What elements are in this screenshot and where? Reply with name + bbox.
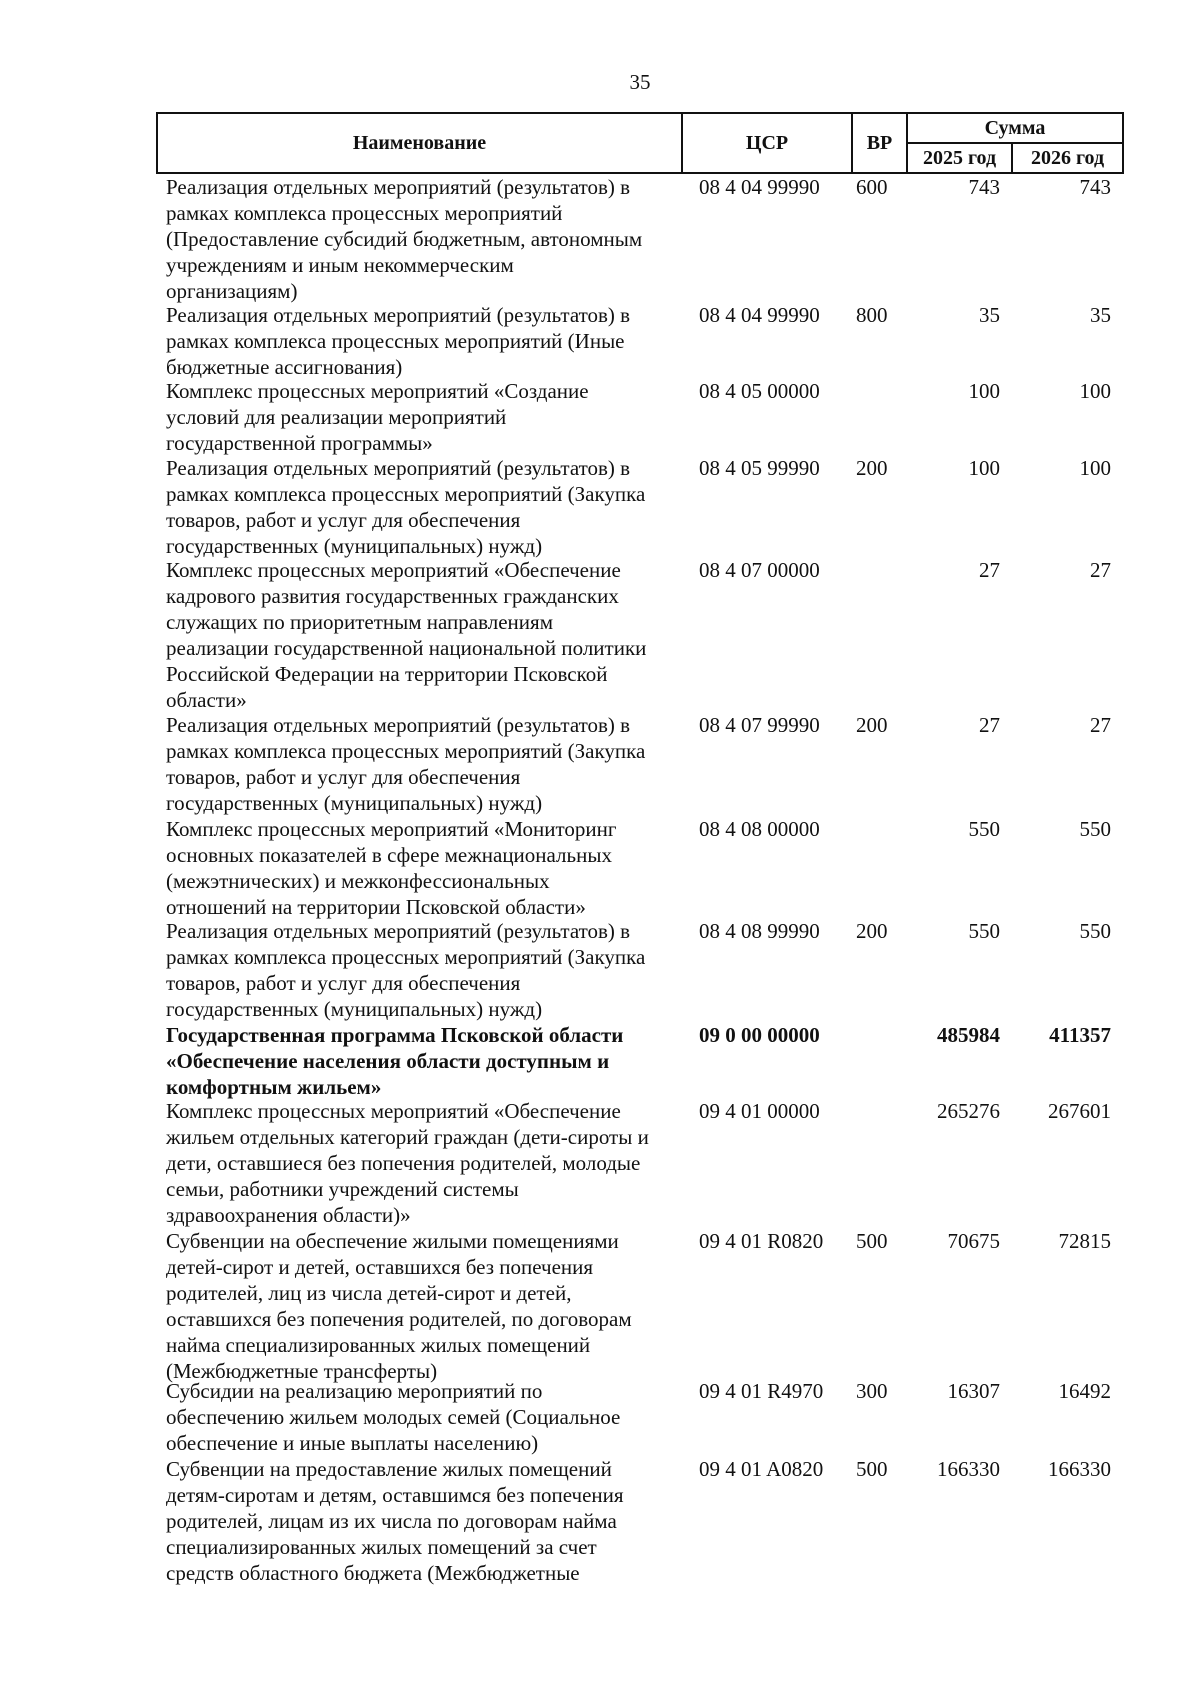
- row-name-line: Субвенции на предоставление жилых помещений: [166, 1457, 612, 1481]
- table-header: [156, 112, 1124, 174]
- row-sum-2026: 743: [1079, 175, 1111, 199]
- row-sum-2026: 411357: [1049, 1023, 1111, 1047]
- row-name-line: Реализация отдельных мероприятий (результатов) в: [166, 919, 631, 943]
- row-name-line: оставшихся без попечения родителей, по договорам: [166, 1307, 632, 1331]
- table-row: [0, 712, 1200, 816]
- row-name-line: детей-сирот и детей, оставшихся без попечения: [166, 1255, 594, 1279]
- row-name-line: Государственная программа Псковской области: [166, 1023, 624, 1047]
- row-sum-2025: 100: [968, 456, 1000, 480]
- row-sum-2025: 35: [979, 303, 1000, 327]
- row-name-line: Комплекс процессных мероприятий «Обеспечение: [166, 1099, 621, 1123]
- row-sum-2026: 27: [1090, 558, 1111, 582]
- row-name-line: организациям): [166, 279, 298, 303]
- table-row: [0, 557, 1200, 713]
- row-vr: 300: [856, 1379, 888, 1403]
- row-name-line: (Предоставление субсидий бюджетным, автономным: [166, 227, 643, 251]
- table-row: [0, 1022, 1200, 1100]
- row-name-line: товаров, работ и услуг для обеспечения: [166, 508, 521, 532]
- row-name-line: государственной программы»: [166, 431, 433, 455]
- row-name-line: учреждениям и иным некоммерческим: [166, 253, 514, 277]
- row-sum-2026: 72815: [1058, 1229, 1111, 1253]
- row-name-line: жильем отдельных категорий граждан (дети-сироты и: [166, 1125, 649, 1149]
- table-row: [0, 174, 1200, 304]
- row-sum-2026: 16492: [1058, 1379, 1111, 1403]
- row-vr: 600: [856, 175, 888, 199]
- table-row: [0, 378, 1200, 456]
- row-name-line: государственных (муниципальных) нужд): [166, 791, 543, 815]
- row-name-line: Комплекс процессных мероприятий «Создание: [166, 379, 589, 403]
- row-name: [166, 918, 686, 1022]
- row-name-line: «Обеспечение населения области доступным и: [166, 1049, 610, 1073]
- row-name-line: Российской Федерации на территории Псковской: [166, 662, 608, 686]
- row-csr: 09 4 01 R4970: [699, 1379, 824, 1403]
- table-row: [0, 1228, 1200, 1384]
- row-csr: 09 4 01 00000: [699, 1099, 820, 1123]
- row-sum-2025: 265276: [937, 1099, 1000, 1123]
- row-name-line: найма специализированных жилых помещений: [166, 1333, 591, 1357]
- row-name: [166, 378, 686, 456]
- row-csr: 09 4 01 A0820: [699, 1457, 824, 1481]
- row-sum-2026: 550: [1079, 817, 1111, 841]
- row-name-line: рамках комплекса процессных мероприятий (Иные: [166, 329, 625, 353]
- row-name-line: дети, оставшиеся без попечения родителей, молодые: [166, 1151, 641, 1175]
- header-year-2025: 2025 год: [907, 143, 1012, 173]
- table-row: [0, 455, 1200, 559]
- table-row: [0, 918, 1200, 1022]
- row-name-line: Комплекс процессных мероприятий «Обеспечение: [166, 558, 621, 582]
- row-name: [166, 1022, 686, 1100]
- header-vr: ВР: [852, 113, 907, 173]
- row-name: [166, 712, 686, 816]
- row-name-line: Реализация отдельных мероприятий (результатов) в: [166, 456, 631, 480]
- row-sum-2025: 70675: [947, 1229, 1000, 1253]
- row-name: [166, 1228, 686, 1384]
- header-year-2026: 2026 год: [1012, 143, 1123, 173]
- row-vr: 200: [856, 919, 888, 943]
- row-sum-2025: 16307: [947, 1379, 1000, 1403]
- row-name-line: основных показателей в сфере межнациональных: [166, 843, 612, 867]
- row-name-line: (Межбюджетные трансферты): [166, 1359, 438, 1383]
- row-name: [166, 455, 686, 559]
- row-name-line: кадрового развития государственных гражданских: [166, 584, 619, 608]
- row-name-line: служащих по приоритетным направлениям: [166, 610, 553, 634]
- row-name-line: Субсидии на реализацию мероприятий по: [166, 1379, 543, 1403]
- row-name-line: реализации государственной национальной политики: [166, 636, 647, 660]
- row-csr: 09 0 00 00000: [699, 1023, 820, 1047]
- table-row: [0, 1098, 1200, 1228]
- row-name-line: государственных (муниципальных) нужд): [166, 997, 543, 1021]
- row-sum-2026: 166330: [1048, 1457, 1111, 1481]
- row-name: [166, 1098, 686, 1228]
- row-vr: 200: [856, 456, 888, 480]
- row-vr: 500: [856, 1457, 888, 1481]
- row-name-line: здравоохранения области)»: [166, 1203, 411, 1227]
- row-csr: 08 4 05 99990: [699, 456, 820, 480]
- row-name-line: бюджетные ассигнования): [166, 355, 403, 379]
- header-name: Наименование: [157, 113, 682, 173]
- row-name-line: Субвенции на обеспечение жилыми помещениями: [166, 1229, 619, 1253]
- row-name-line: рамках комплекса процессных мероприятий (Закупка: [166, 945, 646, 969]
- table-row: [0, 1456, 1200, 1586]
- row-sum-2025: 27: [979, 713, 1000, 737]
- row-name: [166, 174, 686, 304]
- row-name-line: государственных (муниципальных) нужд): [166, 534, 543, 558]
- row-sum-2025: 550: [968, 817, 1000, 841]
- row-name-line: родителей, лиц из числа детей-сирот и детей,: [166, 1281, 572, 1305]
- row-name-line: Реализация отдельных мероприятий (результатов) в: [166, 175, 631, 199]
- row-csr: 08 4 07 00000: [699, 558, 820, 582]
- row-name-line: товаров, работ и услуг для обеспечения: [166, 765, 521, 789]
- row-csr: 08 4 08 99990: [699, 919, 820, 943]
- row-name-line: условий для реализации мероприятий: [166, 405, 507, 429]
- row-csr: 08 4 05 00000: [699, 379, 820, 403]
- row-name: [166, 816, 686, 920]
- table-row: [0, 1378, 1200, 1456]
- row-csr: 09 4 01 R0820: [699, 1229, 824, 1253]
- row-name-line: средств областного бюджета (Межбюджетные: [166, 1561, 580, 1585]
- row-name: [166, 302, 686, 380]
- page-number: 35: [629, 70, 651, 94]
- row-name-line: обеспечение и иные выплаты населению): [166, 1431, 539, 1455]
- row-name-line: Реализация отдельных мероприятий (результатов) в: [166, 303, 631, 327]
- header-csr: ЦСР: [682, 113, 852, 173]
- row-vr: 500: [856, 1229, 888, 1253]
- row-sum-2026: 27: [1090, 713, 1111, 737]
- row-name-line: рамках комплекса процессных мероприятий: [166, 201, 563, 225]
- row-csr: 08 4 07 99990: [699, 713, 820, 737]
- header-sum: Сумма: [907, 113, 1123, 143]
- row-name-line: родителей, лицам из их числа по договорам найма: [166, 1509, 617, 1533]
- row-name: [166, 1378, 686, 1456]
- row-name-line: рамках комплекса процессных мероприятий (Закупка: [166, 739, 646, 763]
- row-sum-2025: 27: [979, 558, 1000, 582]
- row-vr: 800: [856, 303, 888, 327]
- row-vr: 200: [856, 713, 888, 737]
- row-name-line: обеспечению жильем молодых семей (Социальное: [166, 1405, 621, 1429]
- row-name: [166, 1456, 686, 1586]
- row-sum-2025: 743: [968, 175, 1000, 199]
- row-sum-2026: 550: [1079, 919, 1111, 943]
- row-sum-2025: 550: [968, 919, 1000, 943]
- row-name-line: (межэтнических) и межконфессиональных: [166, 869, 550, 893]
- row-name-line: специализированных жилых помещений за счет: [166, 1535, 597, 1559]
- table-row: [0, 302, 1200, 380]
- row-name-line: области»: [166, 688, 247, 712]
- row-sum-2026: 35: [1090, 303, 1111, 327]
- row-sum-2025: 100: [968, 379, 1000, 403]
- row-sum-2026: 267601: [1048, 1099, 1111, 1123]
- row-csr: 08 4 04 99990: [699, 303, 820, 327]
- row-csr: 08 4 08 00000: [699, 817, 820, 841]
- row-sum-2025: 166330: [937, 1457, 1000, 1481]
- row-name-line: отношений на территории Псковской области»: [166, 895, 586, 919]
- row-sum-2026: 100: [1079, 379, 1111, 403]
- row-name: [166, 557, 686, 713]
- row-name-line: семьи, работники учреждений системы: [166, 1177, 519, 1201]
- row-name-line: детям-сиротам и детям, оставшимся без попечения: [166, 1483, 624, 1507]
- row-name-line: Реализация отдельных мероприятий (результатов) в: [166, 713, 631, 737]
- row-name-line: товаров, работ и услуг для обеспечения: [166, 971, 521, 995]
- row-csr: 08 4 04 99990: [699, 175, 820, 199]
- row-sum-2025: 485984: [937, 1023, 1000, 1047]
- table-row: [0, 816, 1200, 920]
- row-name-line: рамках комплекса процессных мероприятий (Закупка: [166, 482, 646, 506]
- row-name-line: Комплекс процессных мероприятий «Мониторинг: [166, 817, 617, 841]
- row-sum-2026: 100: [1079, 456, 1111, 480]
- row-name-line: комфортным жильем»: [166, 1075, 382, 1099]
